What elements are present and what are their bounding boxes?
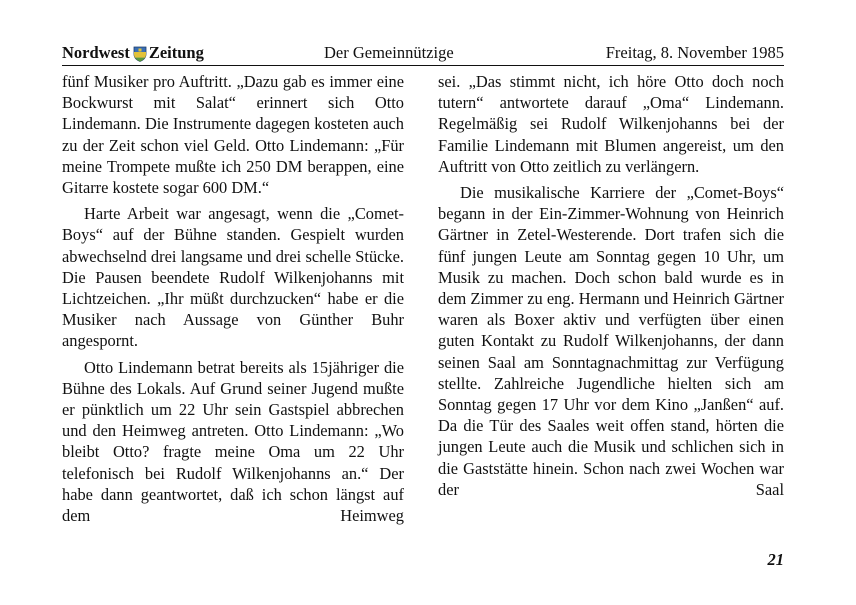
brand-name-left: Nordwest bbox=[62, 43, 130, 62]
left-paragraph-1: fünf Musiker pro Auftritt. „Dazu gab es immer eine Bockwurst mit Salat“ erinnert sich Otto Lindemann. Die Instrumente dagegen kosteten auch zu der Zeit schon viel Geld. Otto Lindemann: „Für meine Trompete mußte ich 250 DM berappen, eine Gitarre kostete sogar 600 DM.“ bbox=[62, 72, 404, 198]
section-title: Der Gemeinnützige bbox=[324, 43, 454, 62]
coat-of-arms-icon bbox=[133, 45, 147, 61]
left-paragraph-3: Otto Lindemann betrat bereits als 15jähriger die Bühne des Lokals. Auf Grund seiner Jugend mußte er pünktlich um 22 Uhr sein Gastspiel abbrechen und den Heimweg antreten. Otto Lindemann: „Wo bleibt Otto? fragte meine Oma um 22 Uhr telefonisch bei Rudolf Wilkenjohanns an.“ Der habe dann geantwortet, daß ich schon längst auf dem Heimweg bbox=[62, 357, 404, 526]
brand-name-right: Zeitung bbox=[148, 43, 204, 62]
left-column bbox=[62, 71, 404, 531]
page-header bbox=[62, 41, 784, 65]
newspaper-brand bbox=[62, 41, 204, 65]
right-column bbox=[438, 71, 784, 505]
publication-date: Freitag, 8. November 1985 bbox=[605, 43, 784, 62]
right-paragraph-1: sei. „Das stimmt nicht, ich höre Otto doch noch tutern“ antwortete darauf „Oma“ Lindemann. Regelmäßig sei Rudolf Wilkenjohanns bei der Familie Lindemann mit Blumen angereist, um den Auftritt von Otto zeitlich zu verlängern. bbox=[438, 72, 784, 176]
page-number: 21 bbox=[767, 550, 784, 569]
right-paragraph-2: Die musikalische Karriere der „Comet-Boys“ begann in der Ein-Zimmer-Wohnung von Heinrich Gärtner in Zetel-Westerende. Dort trafen sich die fünf jungen Leute am Sonntag gegen 10 Uhr, um Musik zu machen. Doch schon bald wurde es in dem Zimmer zu eng. Hermann und Heinrich Gärtner waren als Boxer aktiv und verfügten über einen guten Kontakt zu Rudolf Wilkenjohanns, der dann seinen Saal am Sonntagnachmittag zur Verfügung stellte. Zahlreiche Jugendliche hielten sich am Sonntag gegen 17 Uhr vor dem Kino „Janßen“ auf. Da die Tür des Saales weit offen stand, hörten die jungen Leute auch die Musik und schlichen sich in die Gaststätte hinein. Schon nach zwei Wochen war der Saal bbox=[438, 183, 784, 499]
left-paragraph-2: Harte Arbeit war angesagt, wenn die „Comet-Boys“ auf der Bühne standen. Gespielt wurden abwechselnd drei langsame und drei schelle Stücke. Die Pausen beendete Rudolf Wilkenjohanns mit Lichtzeichen. „Ihr müßt durchzucken“ habe er die Musiker nach Aussage von Günther Buhr angespornt. bbox=[62, 204, 404, 351]
header-rule bbox=[62, 65, 784, 66]
